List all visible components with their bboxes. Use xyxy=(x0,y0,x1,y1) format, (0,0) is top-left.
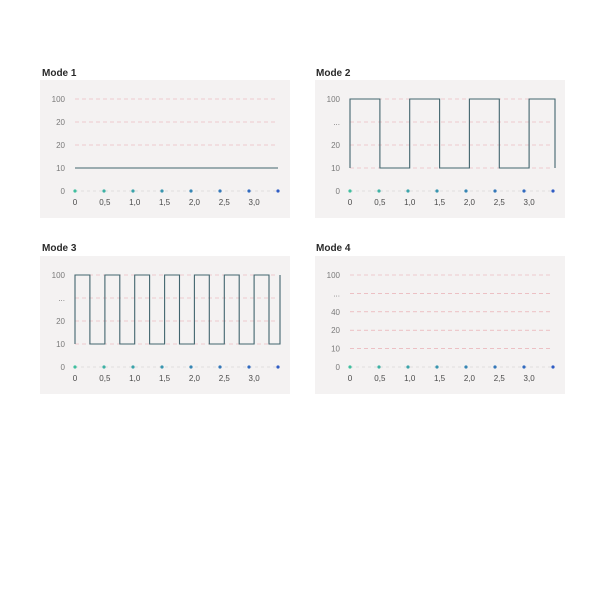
x-tick-label: 2,0 xyxy=(463,198,475,207)
axis-dot xyxy=(276,189,279,192)
y-tick-label: 0 xyxy=(60,363,65,372)
axis-dot xyxy=(464,365,467,368)
axis-dot xyxy=(102,189,105,192)
y-tick-label: 100 xyxy=(326,271,340,280)
axis-dot xyxy=(73,189,76,192)
axis-dot xyxy=(189,189,192,192)
y-tick-label: 20 xyxy=(56,118,65,127)
y-tick-label: 0 xyxy=(60,187,65,196)
y-tick-label: 100 xyxy=(326,95,340,104)
x-tick-label: 1,5 xyxy=(433,374,446,383)
axis-dot xyxy=(348,365,351,368)
x-tick-label: 2,5 xyxy=(218,198,230,207)
axis-dot xyxy=(551,365,554,368)
x-tick-label: 0 xyxy=(347,198,353,207)
axis-dot xyxy=(131,365,134,368)
x-tick-label: 1,5 xyxy=(433,198,446,207)
x-tick-label: 2,5 xyxy=(218,374,230,383)
series-line xyxy=(75,275,280,344)
x-tick-label: 0,5 xyxy=(99,374,111,383)
y-tick-label: 10 xyxy=(56,164,65,173)
chart-title-4: Mode 4 xyxy=(316,243,351,254)
y-tick-label: 20 xyxy=(56,141,65,150)
y-tick-label: 20 xyxy=(331,326,340,336)
y-tick-label: ... xyxy=(58,294,65,303)
x-tick-label: 3,0 xyxy=(523,374,535,383)
x-tick-label: 0 xyxy=(72,198,78,207)
chart-svg-2 xyxy=(315,80,565,218)
axis-dot xyxy=(131,189,134,192)
x-tick-label: 2,0 xyxy=(463,374,475,383)
chart-title-1: Mode 1 xyxy=(42,68,77,79)
chart-svg-4 xyxy=(315,256,565,394)
y-tick-label: ... xyxy=(333,118,340,127)
axis-dot xyxy=(522,365,525,368)
y-tick-label: ... xyxy=(333,289,340,299)
axis-dot xyxy=(218,365,221,368)
x-tick-label: 2,0 xyxy=(188,374,200,383)
x-tick-label: 2,5 xyxy=(493,374,505,383)
series-line xyxy=(350,99,555,168)
x-tick-label: 0 xyxy=(347,374,353,383)
axis-dot xyxy=(276,365,279,368)
axis-dot xyxy=(406,365,409,368)
axis-dot xyxy=(73,365,76,368)
x-tick-label: 1,0 xyxy=(129,374,141,383)
axis-dot xyxy=(377,189,380,192)
axis-dot xyxy=(406,189,409,192)
axis-dot xyxy=(464,189,467,192)
axis-dot xyxy=(247,189,250,192)
x-tick-label: 3,0 xyxy=(248,198,260,207)
axis-dot xyxy=(160,189,163,192)
y-tick-label: 40 xyxy=(331,307,340,317)
x-tick-label: 0,5 xyxy=(374,198,386,207)
x-tick-label: 2,0 xyxy=(188,198,200,207)
x-tick-label: 1,0 xyxy=(404,374,416,383)
axis-dot xyxy=(435,189,438,192)
y-tick-label: 0 xyxy=(335,187,340,196)
axis-dot xyxy=(377,365,380,368)
y-tick-label: 100 xyxy=(51,271,65,280)
chart-title-3: Mode 3 xyxy=(42,243,77,254)
x-tick-label: 1,5 xyxy=(158,374,171,383)
y-tick-label: 10 xyxy=(56,340,65,349)
y-tick-label: 10 xyxy=(331,164,340,173)
axis-dot xyxy=(493,189,496,192)
axis-dot xyxy=(160,365,163,368)
x-tick-label: 2,5 xyxy=(493,198,505,207)
x-tick-label: 1,0 xyxy=(404,198,416,207)
axis-dot xyxy=(435,365,438,368)
x-tick-label: 1,0 xyxy=(129,198,141,207)
y-tick-label: 100 xyxy=(51,95,65,104)
chart-title-2: Mode 2 xyxy=(316,68,351,79)
x-tick-label: 3,0 xyxy=(523,198,535,207)
x-tick-label: 0 xyxy=(72,374,78,383)
chart-svg-3 xyxy=(40,256,290,394)
x-tick-label: 0,5 xyxy=(99,198,111,207)
axis-dot xyxy=(247,365,250,368)
axis-dot xyxy=(493,365,496,368)
axis-dot xyxy=(551,189,554,192)
axis-dot xyxy=(189,365,192,368)
x-tick-label: 3,0 xyxy=(248,374,260,383)
chart-svg-1 xyxy=(40,80,290,218)
axis-dot xyxy=(522,189,525,192)
y-tick-label: 10 xyxy=(331,344,340,354)
x-tick-label: 0,5 xyxy=(374,374,386,383)
axis-dot xyxy=(102,365,105,368)
y-tick-label: 0 xyxy=(335,363,340,372)
y-tick-label: 20 xyxy=(56,317,65,326)
x-tick-label: 1,5 xyxy=(158,198,171,207)
y-tick-label: 20 xyxy=(331,141,340,150)
axis-dot xyxy=(218,189,221,192)
axis-dot xyxy=(348,189,351,192)
